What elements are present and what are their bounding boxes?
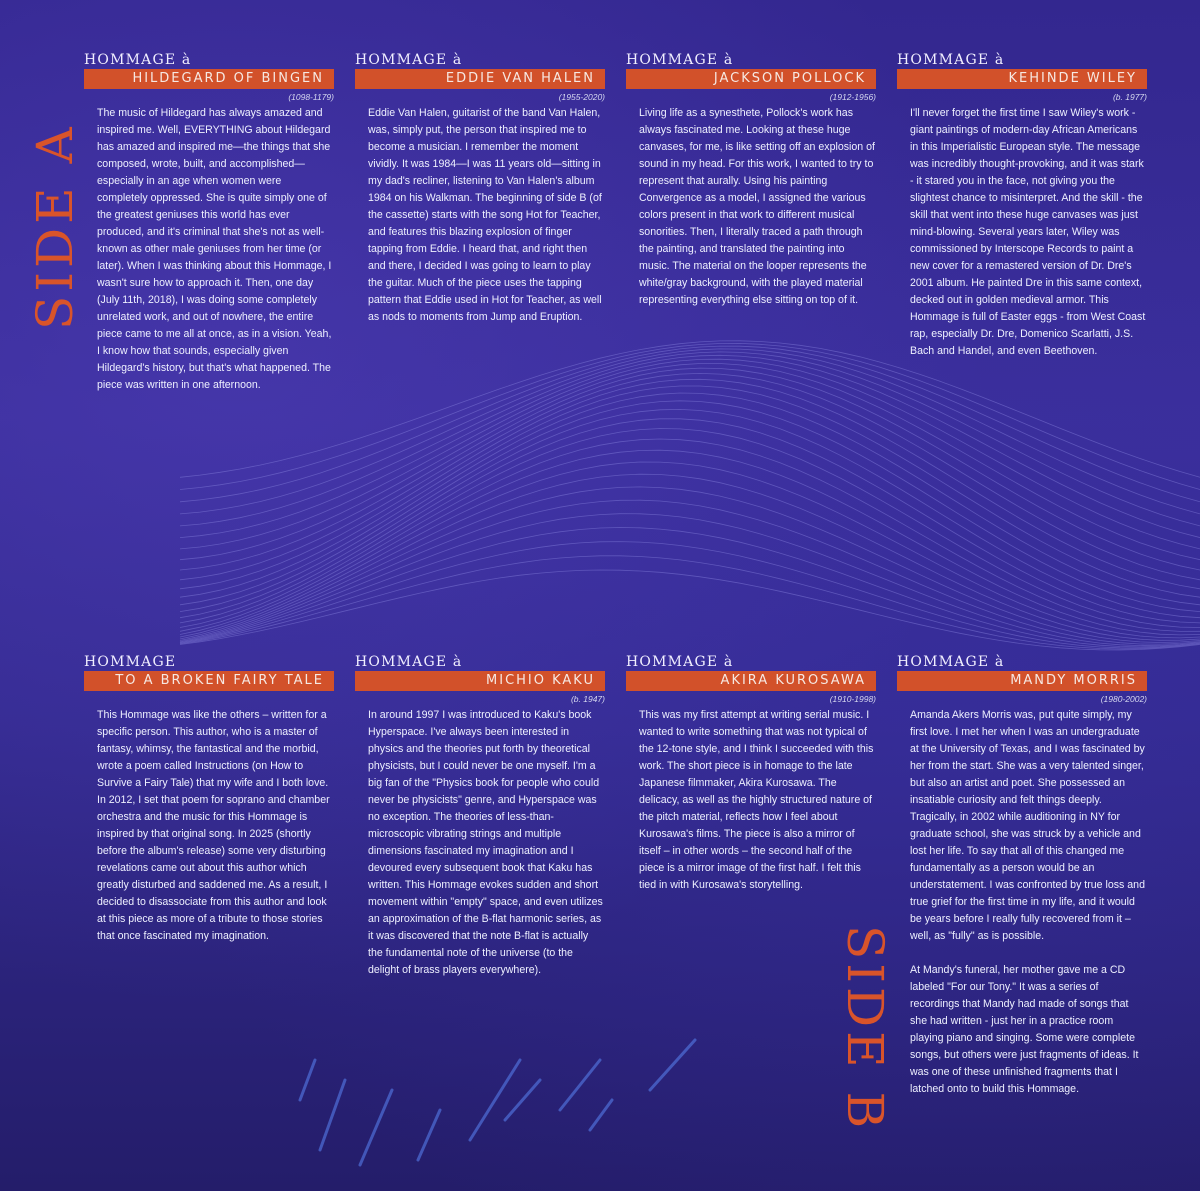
card-kehinde-wiley (897, 52, 1147, 360)
card-hommage-label: HOMMAGE à (897, 654, 1005, 670)
card-paragraph: I'll never forget the first time I saw Wiley's work - giant paintings of modern-day African Americans in this Imperialistic European style. The message was incredibly thought-provoking, and it was stark - it stared you in the face, not giving you the slightest chance to misinterpret. And the skill - the skill that went into these huge canvases was just mind-blowing. Several years later, Wiley was commissioned by Interscope Records to paint a new cover for a remastered version of Dr. Dre's 2001 album. He painted Dre in this same context, decked out in golden medieval armor. This Hommage is full of Easter eggs - from West Coast rap, especially Dr. Dre, Domenico Scarlatti, J.S. Bach and Handel, and even Beethoven. (910, 107, 1146, 357)
card-body (639, 105, 876, 309)
card-dates: (1980-2002) (1100, 694, 1147, 704)
card-paragraph: At Mandy's funeral, her mother gave me a CD labeled "For our Tony." It was a series of recordings that Mandy had made of songs that she had written - just her in a practice room playing piano and singing. Some were complete songs, but others were just fragments of ideas. It was one of these unfinished fragments that I latched onto to build this Hommage. (910, 964, 1139, 1095)
card-dates: (b. 1947) (570, 694, 605, 704)
card-dates (84, 693, 334, 705)
card-hommage-label: HOMMAGE à (84, 52, 192, 68)
card-body (910, 707, 1147, 1098)
card-mandy-morris (897, 654, 1147, 1098)
card-dates: (1955-2020) (558, 92, 605, 102)
card-body (368, 707, 605, 979)
wave-line (180, 556, 1200, 649)
card-dates: (1910-1998) (829, 694, 876, 704)
card-paragraph: This Hommage was like the others – written for a specific person. This author, who is a master of fantasy, whimsy, the fantastical and the morbid, wrote a poem called Instructions (on How to Survive a Fairy Tale) that my wife and I both love. In 2012, I set that poem for soprano and chamber orchestra and the music for this Hommage is inspired by that original song. In 2025 (shortly before the album's release) some very disturbing revelations came out about this author which greatly disturbed and saddened me. As a result, I decided to disassociate from this author and look at this piece as more of a tribute to those stories that once fascinated my imagination. (97, 709, 330, 942)
card-name-bar: MICHIO KAKU (355, 671, 605, 691)
card-dates: (1912-1956) (829, 92, 876, 102)
card-hommage-label: HOMMAGE (84, 654, 177, 670)
card-name-bar: KEHINDE WILEY (897, 69, 1147, 89)
wave-line (180, 386, 1200, 597)
card-name-bar: AKIRA KUROSAWA (626, 671, 876, 691)
card-broken-fairy-tale (84, 654, 334, 945)
card-hildegard (84, 52, 334, 394)
card-dates: (b. 1977) (1112, 92, 1147, 102)
card-body (910, 105, 1147, 360)
card-body (639, 707, 876, 894)
card-body (97, 707, 334, 945)
card-name-bar: JACKSON POLLOCK (626, 69, 876, 89)
side-a-label: SIDE A (26, 123, 84, 330)
card-name-bar: HILDEGARD OF BINGEN (84, 69, 334, 89)
card-paragraph: This was my first attempt at writing serial music. I wanted to write something that was not typical of the 12-tone style, and I think I succeeded with this work. The short piece is in homage to the late Japanese filmmaker, Akira Kurosawa. The delicacy, as well as the highly structured nature of the pitch material, reflects how I feel about Kurosawa's films. The piece is also a mirror of itself – in other words – the second half of the piece is a mirror image of the first half. I felt this tied in with Kurosawa's storytelling. (639, 709, 874, 891)
card-paragraph: Eddie Van Halen, guitarist of the band Van Halen, was, simply put, the person that inspired me to become a musician. I remember the moment vividly. It was 1984—I was 11 years old—sitting in my dad's recliner, listening to Van Halen's album 1984 on his Walkman. The beginning of side B (of the cassette) starts with the song Hot for Teacher, and features this blazing explosion of finger tapping from Eddie. I heard that, and right then and there, I decided I was going to learn to play the guitar. Much of the piece uses the tapping pattern that Eddie used in Hot for Teacher, as well as nods to moments from Jump and Eruption. (368, 107, 602, 323)
card-paragraph: In around 1997 I was introduced to Kaku's book Hyperspace. I've always been interested in physics and the theories put forth by theoretical physicists, but I could never be one myself. I'm a big fan of the "Physics book for people who could never be physicists" genre, and Hyperspace was no exception. The theories of less-than-microscopic vibrating strings and multiple dimensions fascinated my imagination and I devoured every subsequent book that Kaku has written. This Hommage evokes sudden and short movement within "empty" space, and even utilizes an approximation of the B-flat harmonic series, as it was discovered that the note B-flat is actually the fundamental note of the universe (to the delight of brass players everywhere). (368, 709, 603, 976)
wave-line (180, 500, 1200, 644)
card-hommage-label: HOMMAGE à (355, 654, 463, 670)
wave-line (180, 379, 1200, 589)
card-eddie-van-halen (355, 52, 605, 326)
wave-line (180, 450, 1200, 635)
card-jackson-pollock (626, 52, 876, 309)
card-dates: (1098-1179) (288, 92, 334, 102)
card-hommage-label: HOMMAGE à (355, 52, 463, 68)
card-hommage-label: HOMMAGE à (626, 654, 734, 670)
card-hommage-label: HOMMAGE à (897, 52, 1005, 68)
wave-line (180, 439, 1200, 631)
wave-line (180, 429, 1200, 628)
side-b-label: SIDE B (836, 925, 894, 1133)
card-body (97, 105, 334, 394)
card-name-bar: MANDY MORRIS (897, 671, 1147, 691)
card-akira-kurosawa (626, 654, 876, 894)
card-paragraph: Living life as a synesthete, Pollock's work has always fascinated me. Looking at these huge canvases, for me, is like setting off an explosion of sound in my head. For this work, I wanted to try to represent that aurally. Using his painting Convergence as a model, I assigned the various colors present in that work to different musical sonorities. Then, I literally traced a path through the painting, and translated the painting into music. The material on the looper represents the white/gray background, with the played material representing everything else sitting on top of it. (639, 107, 875, 306)
card-name-bar: TO A BROKEN FAIRY TALE (84, 671, 334, 691)
card-michio-kaku (355, 654, 605, 979)
card-name-bar: EDDIE VAN HALEN (355, 69, 605, 89)
card-hommage-label: HOMMAGE à (626, 52, 734, 68)
card-body (368, 105, 605, 326)
card-paragraph: Amanda Akers Morris was, put quite simply, my first love. I met her when I was an undergraduate at the University of Texas, and I was fascinated by her from the start. She was a very talented singer, but also an artist and poet. She possessed an insatiable curiosity and felt things deeply. Tragically, in 2002 while auditioning in NY for graduate school, she was struck by a vehicle and lost her life. To say that all of this changed me fundamentally as a person would be an understatement. I was confronted by true loss and true grief for the first time in my life, and it would be years before I really fully recovered from it – well, as "fully" as is possible. (910, 709, 1145, 942)
card-paragraph: The music of Hildegard has always amazed and inspired me. Well, EVERYTHING about Hildegard has amazed and inspired me—the things that she composed, wrote, built, and accomplished—especially in an age when women were completely oppressed. She is quite simply one of the greatest geniuses this world has ever produced, and it's criminal that she's not as well-known as other male geniuses from her time (or later). When I was thinking about this Hommage, I wasn't sure how to approach it. Then, one day (July 11th, 2018), I was doing some completely unrelated work, and out of nowhere, the entire piece came to me all at once, as in a vision. Yeah, I know how that sounds, especially given Hildegard's history, but that's what happened. The piece was written in one afternoon. (97, 107, 332, 391)
